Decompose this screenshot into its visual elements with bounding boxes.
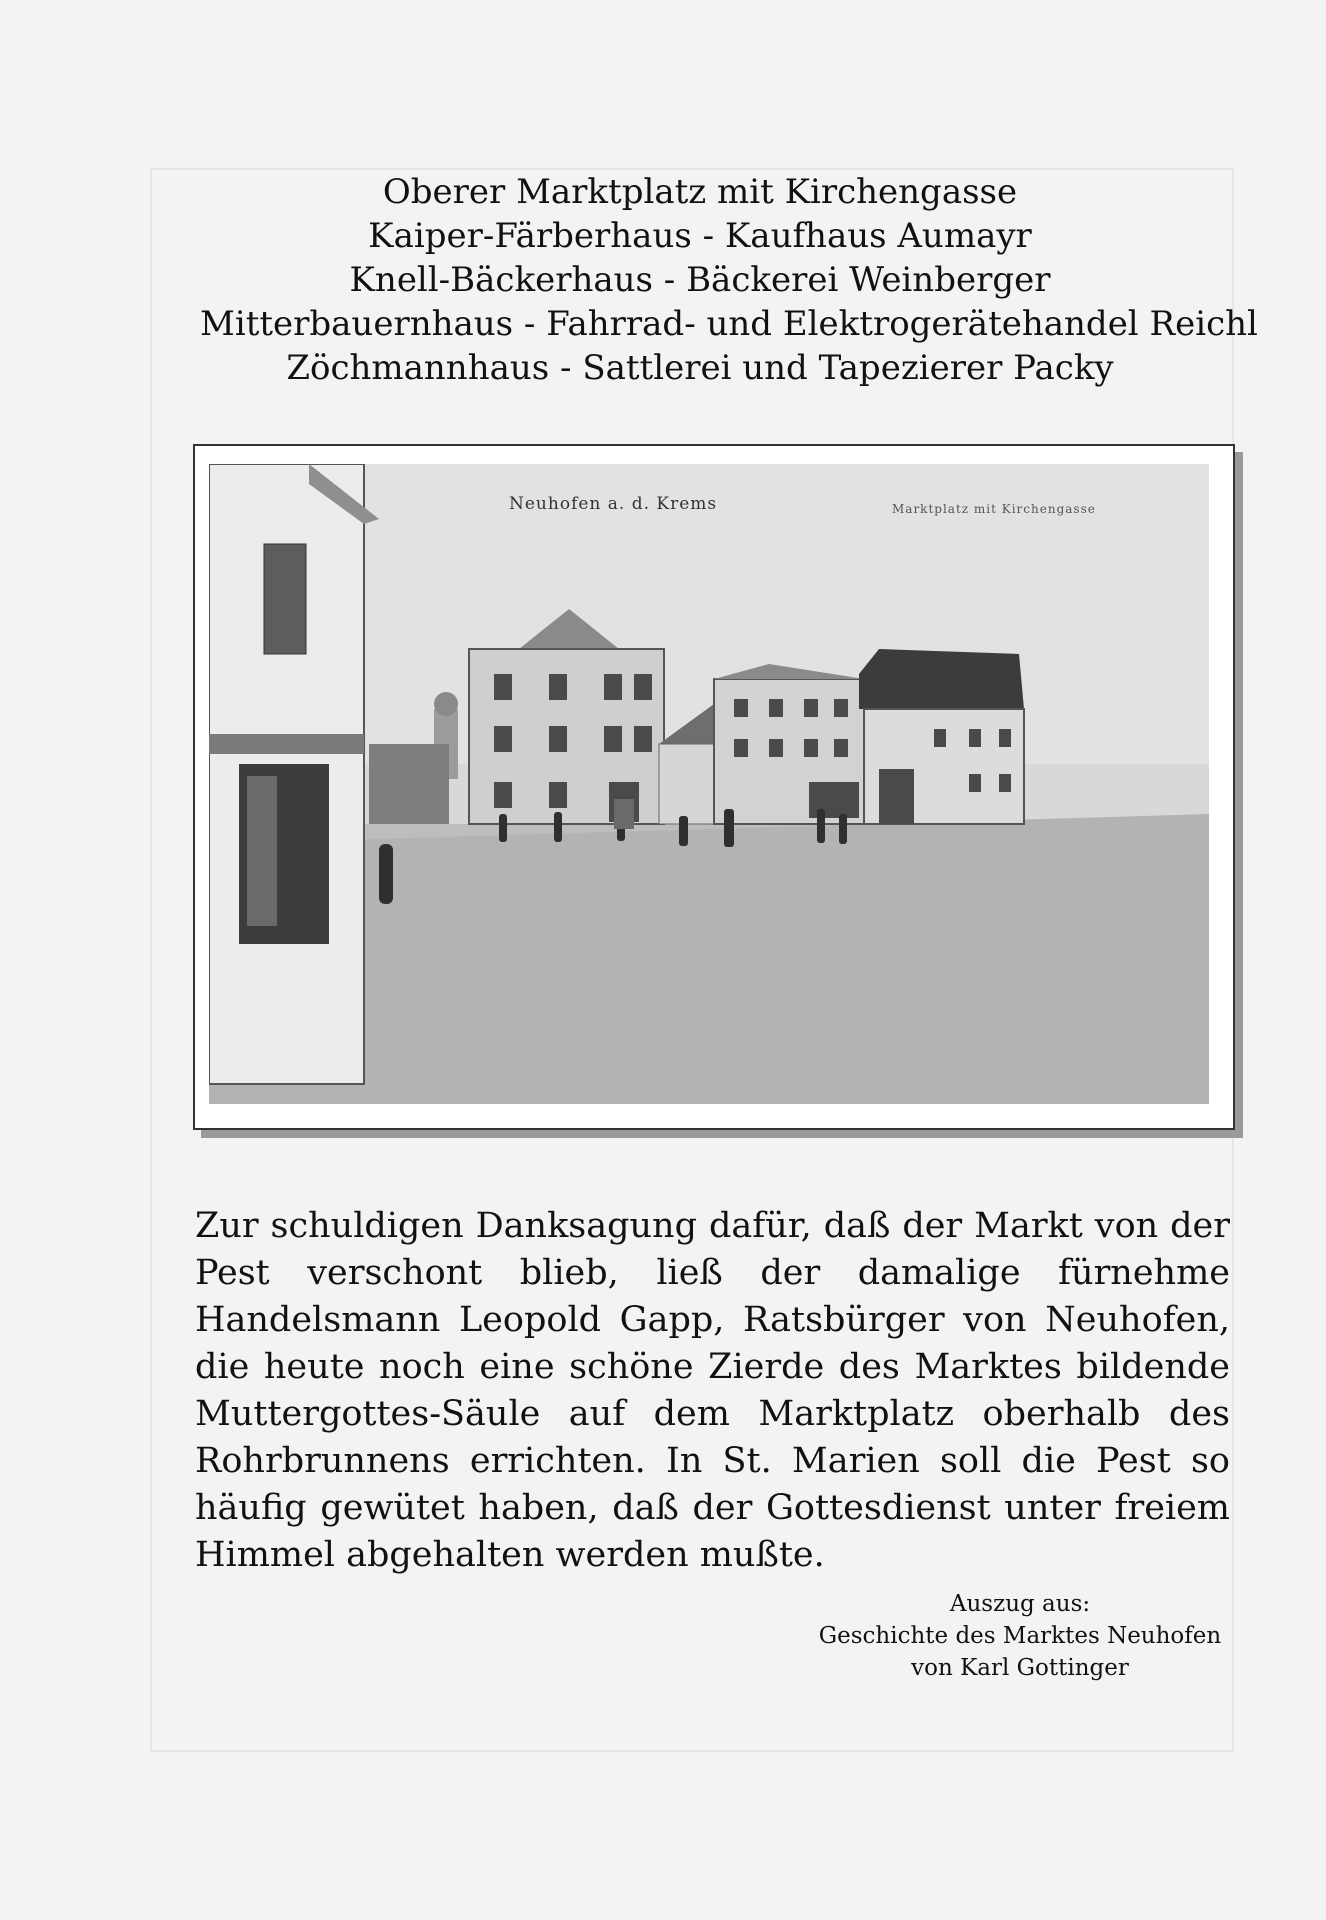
caption-line: Oberer Marktplatz mit Kirchengasse: [382, 172, 1018, 212]
postcard-photo: [209, 464, 1209, 1104]
postcard-title: Neuhofen a. d. Krems: [509, 494, 718, 514]
postcard-subtitle: Marktplatz mit Kirchengasse: [892, 502, 1096, 516]
caption-block: [200, 170, 1258, 390]
market-square-illustration: [209, 464, 1209, 1104]
caption-line: Knell-Bäckerhaus - Bäckerei Weinberger: [349, 260, 1051, 300]
source-line-3: von Karl Gottinger: [911, 1655, 1129, 1681]
source-line-2: Geschichte des Marktes Neuhofen: [818, 1623, 1222, 1649]
source-citation: [780, 1588, 1260, 1684]
postcard-frame: [193, 444, 1235, 1130]
caption-line: Kaiper-Färberhaus - Kaufhaus Aumayr: [368, 216, 1032, 256]
body-paragraph: Zur schuldigen Danksagung dafür, daß der Markt von der Pest verschont blieb, ließ der damalige fürnehme Handelsmann Leopold Gapp, Ratsbürger von Neuhofen, die heute noch eine schöne Zierde des Marktes bildende Muttergottes-Säule auf dem Marktplatz oberhalb des Rohrbrunnens errichten. In St. Marien soll die Pest so häufig gewütet haben, daß der Gottesdienst unter freiem Himmel abgehalten werden mußte.: [195, 1206, 1230, 1575]
caption-line: Mitterbauernhaus - Fahrrad- und Elektrogerätehandel Reichl: [200, 304, 1258, 344]
caption-line: Zöchmannhaus - Sattlerei und Tapezierer Packy: [286, 348, 1114, 388]
source-line-1: Auszug aus:: [949, 1591, 1091, 1617]
